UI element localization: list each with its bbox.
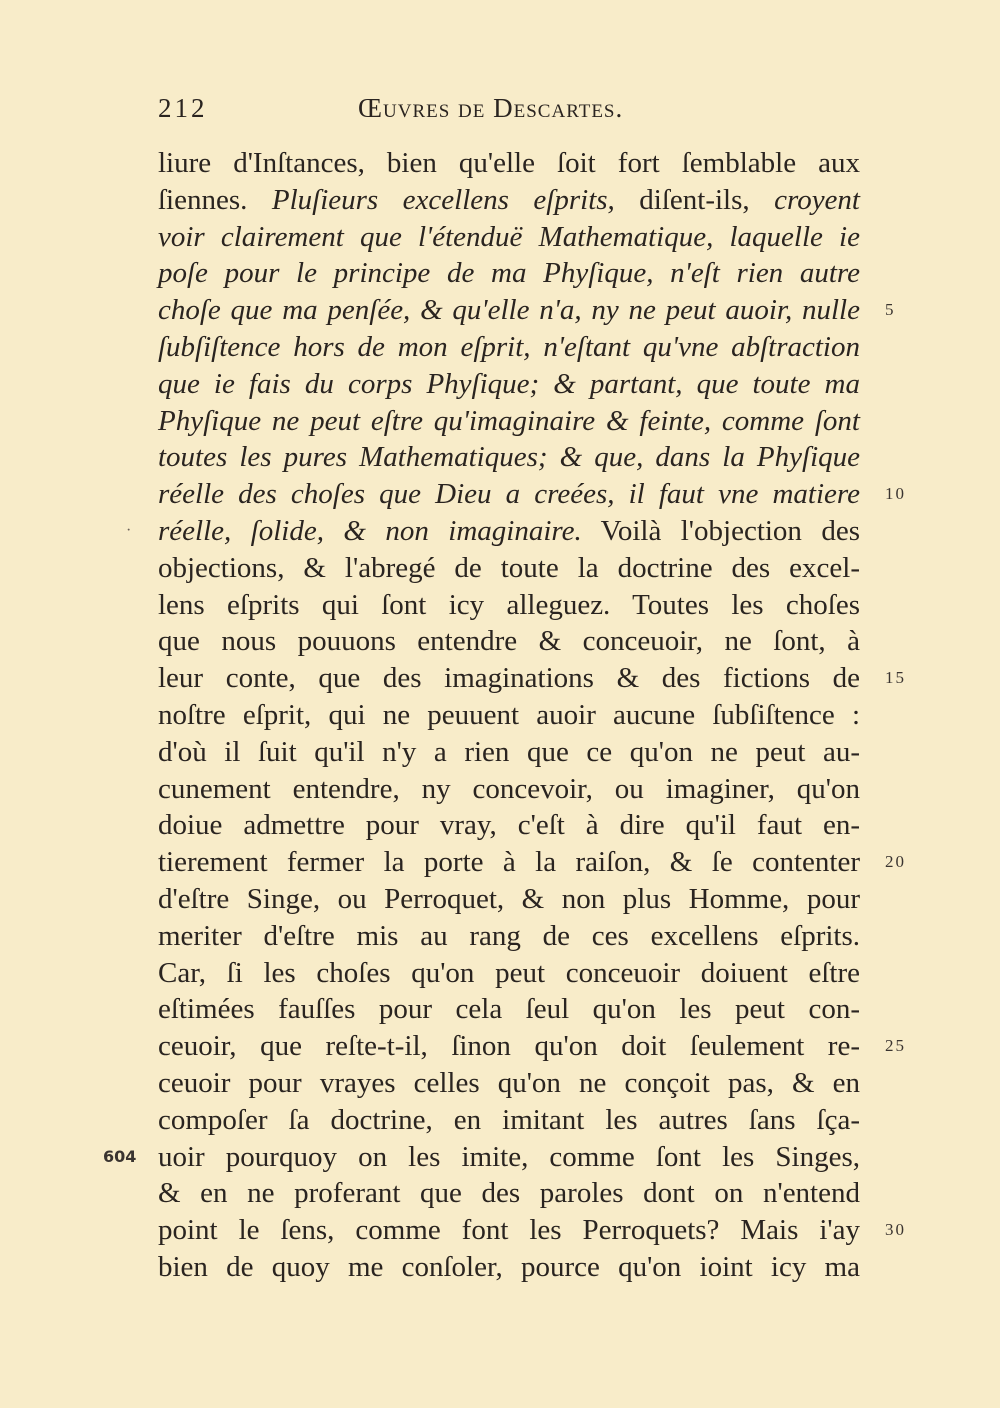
line-text [158,255,860,292]
line-text [158,955,860,992]
line-text [158,1249,860,1286]
roman-text: & en ne proferant que des paroles dont on n'entend [158,1177,860,1210]
italic-text: ſubſiſtence hors de mon eſprit, n'eſtant qu'vne abſtraction [158,330,860,363]
text-line [103,1139,860,1176]
text-line [158,292,896,329]
line-text [158,403,860,440]
margin-mark: · [126,521,132,539]
text-line [158,366,860,403]
roman-text: bien de quoy me conſoler, pource qu'on ioint icy ma [158,1250,860,1283]
line-text [158,550,860,587]
roman-text: Car, ſi les choſes qu'on peut conceuoir doiuent eſtre [158,956,860,989]
text-line [158,697,860,734]
text-line [158,182,860,219]
italic-text: poſe pour le principe de ma Phyſique, n'eſt rien autre [158,257,860,290]
line-text [158,697,860,734]
running-title [358,93,623,124]
roman-text: tierement fermer la porte à la raiſon, & ſe contenter [158,846,860,879]
line-text [158,844,860,881]
italic-text: voir clairement que l'étenduë Mathematique, laquelle ie [158,220,860,253]
roman-text: liure d'Inſtances, bien qu'elle ſoit fort ſemblable aux [158,147,860,179]
italic-text: Phyſique ne peut eſtre qu'imaginaire & feinte, comme ſont [158,404,860,437]
roman-text: cunement entendre, ny concevoir, ou imaginer, qu'on [158,772,860,805]
roman-text: diſent-ils, [614,183,775,216]
roman-text: uoir pourquoy on les imite, comme ſont les Singes, [158,1140,860,1173]
roman-text: ceuoir pour vrayes celles qu'on ne conçoit pas, & en [158,1066,860,1099]
text-line [158,403,860,440]
roman-text: doiue admettre pour vray, c'eſt à dire qu'il faut en- [158,809,860,842]
text-line [158,1175,860,1212]
line-text [158,807,860,844]
roman-text: leur conte, que des imaginations & des fictions de [158,662,860,695]
roman-text: que nous pouuons entendre & conceuoir, ne ſont, à [158,625,860,658]
text-line [158,955,860,992]
text-line [158,918,860,955]
line-text [158,734,860,771]
line-text [158,292,860,329]
roman-text: Voilà l'objection des [581,514,861,547]
line-number: 5 [885,300,896,320]
running-title-text: Œuvres de Descartes. [358,93,624,123]
roman-text: objections, & l'abregé de toute la doctrine des excel- [158,551,860,584]
line-text [158,771,860,808]
italic-text: réelle des choſes que Dieu a creées, il faut vne matiere [158,478,860,511]
text-line [158,219,860,256]
line-number: 10 [885,484,906,504]
line-text [158,366,860,403]
line-text [158,991,860,1028]
italic-text: croyent [774,183,860,216]
italic-text: réelle, ſolide, & non imaginaire. [158,514,582,547]
roman-text: ſiennes. [158,183,272,216]
text-line [158,1249,860,1286]
margin-page-reference: 604 [103,1146,137,1166]
italic-text: choſe que ma penſée, & qu'elle n'a, ny ne peut auoir, nulle [158,294,860,327]
line-number: 25 [885,1036,906,1056]
line-number: 30 [885,1220,906,1240]
line-text [158,660,860,697]
text-line [158,329,860,366]
line-number: 15 [885,668,906,688]
line-text [158,476,860,513]
text-line [158,660,906,697]
line-text [158,1212,860,1249]
body-text [103,145,906,1286]
text-line [158,881,860,918]
roman-text: noſtre eſprit, qui ne peuuent auoir aucune ſubſiſtence : [158,698,860,731]
line-text [158,881,860,918]
text-line [158,439,860,476]
text-line [158,844,906,881]
line-text [158,1175,860,1212]
text-line [158,991,860,1028]
line-text [158,587,860,624]
line-text [158,623,860,660]
text-line [158,255,860,292]
line-text [158,439,860,476]
line-text [158,513,860,550]
text-line [158,1212,906,1249]
line-text [158,145,860,182]
roman-text: d'où il ſuit qu'il n'y a rien que ce qu'on ne peut au- [158,735,860,768]
line-text [158,918,860,955]
line-text [158,1102,860,1139]
text-line [158,1065,860,1102]
text-line [158,1102,860,1139]
roman-text: point le ſens, comme font les Perroquets? Mais i'ay [158,1214,860,1247]
text-line [126,513,861,550]
italic-text: que ie fais du corps Phyſique; & partant, que toute ma [158,367,860,400]
line-text [158,219,860,256]
roman-text: eſtimées fauſſes pour cela ſeul qu'on les peut con- [158,993,860,1026]
text-line [158,550,860,587]
text-line [158,807,860,844]
text-line [158,734,860,771]
line-text [158,1065,860,1102]
text-line [158,145,860,182]
page-number: 212 [158,93,208,123]
roman-text: d'eſtre Singe, ou Perroquet, & non plus Homme, pour [158,882,860,915]
roman-text: compoſer ſa doctrine, en imitant les autres ſans ſça- [158,1103,860,1136]
line-text [158,329,860,366]
line-number: 20 [885,852,906,872]
text-line [158,587,860,624]
italic-text: toutes les pures Mathematiques; & que, dans la Phyſique [158,441,860,474]
line-text [158,1028,860,1065]
text-line [158,476,906,513]
italic-text: Pluſieurs excellens eſprits, [271,183,615,216]
line-text [158,182,860,219]
text-line [158,771,860,808]
roman-text: ceuoir, que reſte-t-il, ſinon qu'on doit ſeulement re- [158,1030,860,1063]
text-line [158,1028,906,1065]
roman-text: lens eſprits qui ſont icy alleguez. Toutes les choſes [158,588,860,621]
roman-text: meriter d'eſtre mis au rang de ces excellens eſprits. [158,919,860,952]
line-text [158,1139,860,1176]
text-line [158,623,860,660]
